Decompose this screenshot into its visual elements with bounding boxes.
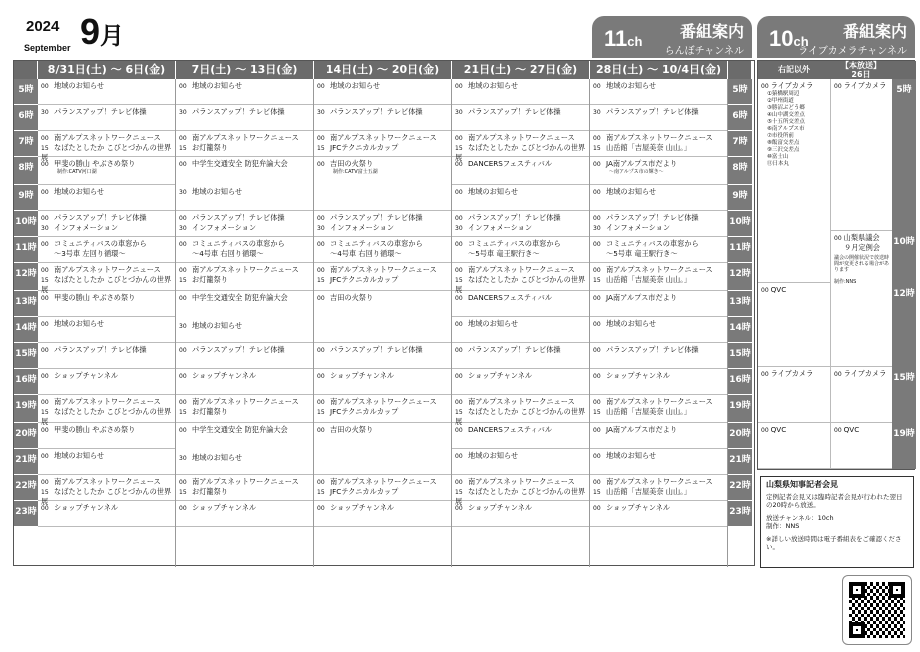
hour-label: 7時 bbox=[728, 131, 752, 157]
program-title: JA南アルプス市だより bbox=[606, 159, 678, 168]
program-cell: 00 地域のお知らせ bbox=[452, 185, 589, 211]
program-title: パランスアップ！テレビ体操 bbox=[468, 213, 561, 222]
program-title: 地域のお知らせ bbox=[606, 81, 657, 90]
program-cell: 00 DANCERSフェスティバル bbox=[452, 423, 589, 449]
program-title: 南アルプスネットワークニュース bbox=[606, 133, 713, 142]
livecam-item: ⑥南アルプス市 bbox=[767, 126, 805, 132]
week-header-3: 21日(土) 〜 27日(金) bbox=[452, 61, 590, 79]
program-title: パランスアップ！テレビ体操 bbox=[330, 345, 423, 354]
program-title: 吉田の火祭り bbox=[330, 293, 374, 302]
program-title: ショップチャンネル bbox=[330, 503, 395, 512]
program-title: 南アルプスネットワークニュース bbox=[606, 397, 713, 406]
program-subnote: 〜南アルプス市の輝き〜 bbox=[609, 169, 664, 175]
hour-label: 23時 bbox=[728, 501, 752, 527]
program-title: 山岳館「吉屋美奈 山山。」 bbox=[606, 487, 691, 496]
year: 2024 bbox=[26, 18, 60, 35]
governor-press-note bbox=[760, 476, 914, 568]
program-title: 地域のお知らせ bbox=[468, 187, 519, 196]
program-cell: 00 コミュニティバスの車窓から 〜5号車 竜王駅行き〜 bbox=[590, 237, 727, 263]
program-title: 地域のお知らせ bbox=[54, 319, 105, 328]
program-cell: 00 パランスアップ！テレビ体操 bbox=[176, 343, 313, 369]
program-title: 地域のお知らせ bbox=[192, 453, 243, 462]
program-title: 山岳館「吉屋美奈 山山。」 bbox=[606, 275, 691, 284]
program-title: JA南アルプス市だより bbox=[606, 425, 678, 434]
channel-10-number: 10ch bbox=[769, 26, 809, 51]
hour-label: 6時 bbox=[728, 105, 752, 131]
hour-label: 7時 bbox=[14, 131, 38, 157]
program-cell: 00 地域のお知らせ bbox=[176, 79, 313, 105]
program-cell: 00 コミュニティバスの車窓から 〜4号車 右回り循環〜 bbox=[176, 237, 313, 263]
program-title: 南アルプスネットワークニュース bbox=[606, 265, 713, 274]
program-title: 甲斐の勝山 やぶさめ祭り bbox=[54, 425, 136, 434]
program-cell: 00 コミュニティバスの車窓から 〜3号車 左回り循環〜 bbox=[38, 237, 175, 263]
livecam-item: ⑪日本丸 bbox=[767, 161, 790, 167]
program-cell: 00 地域のお知らせ bbox=[590, 317, 727, 343]
program-title: 地域のお知らせ bbox=[330, 81, 381, 90]
side-qvc-3: 00 QVC bbox=[830, 423, 892, 469]
program-cell: 00 南アルプスネットワークニュース 15 JFCテクニカルカップ bbox=[314, 475, 451, 501]
program-title: ショップチャンネル bbox=[192, 503, 257, 512]
program-title: 山岳館「吉屋美奈 山山。」 bbox=[606, 143, 691, 152]
side-livecam-b: 00 ライブカメラ bbox=[830, 79, 892, 231]
program-title: インフォメーション bbox=[54, 223, 119, 232]
channel-11-banner bbox=[592, 16, 752, 58]
week-column-1 bbox=[176, 79, 314, 567]
program-title: お灯籠祭り bbox=[192, 143, 228, 152]
hour-label: 11時 bbox=[14, 237, 38, 263]
side-qvc-2: 00 QVC bbox=[758, 423, 830, 469]
program-title: 〜5号車 竜王駅行き〜 bbox=[468, 249, 540, 258]
side-hour-5: 5時 bbox=[892, 79, 916, 231]
program-cell: 00 パランスアップ！テレビ体操 bbox=[38, 343, 175, 369]
program-title: JFCテクニカルカップ bbox=[330, 275, 399, 284]
side-gikai: 00 山梨県議会 ９月定例会 議会の開催状況で放送時間が変更される場合があります 制作:NNS bbox=[830, 231, 892, 367]
program-cell: 00 南アルプスネットワークニュース 15 なばたとしたか こびとづかんの世界展 bbox=[38, 131, 175, 157]
hour-label: 23時 bbox=[14, 501, 38, 527]
hour-label: 22時 bbox=[14, 475, 38, 501]
program-title: なばたとしたか こびとづかんの世界展 bbox=[41, 487, 172, 506]
program-title: 南アルプスネットワークニュース bbox=[330, 477, 437, 486]
program-title: なばたとしたか こびとづかんの世界展 bbox=[455, 407, 586, 426]
program-cell: 00 コミュニティバスの車窓から 〜4号車 右回り循環〜 bbox=[314, 237, 451, 263]
program-title: コミュニティバスの車窓から bbox=[330, 239, 423, 248]
note-footer: ※詳しい放送時間は電子番組表をご確認ください。 bbox=[766, 534, 902, 551]
month-title: 9月 bbox=[80, 11, 125, 52]
program-title: パランスアップ！テレビ体操 bbox=[192, 107, 285, 116]
program-cell: 00 南アルプスネットワークニュース 15 JFCテクニカルカップ bbox=[314, 263, 451, 291]
side-hour-10: 10時 bbox=[892, 231, 916, 283]
program-title: なばたとしたか こびとづかんの世界展 bbox=[41, 407, 172, 426]
qr-code-icon[interactable] bbox=[842, 575, 912, 645]
program-title: ショップチャンネル bbox=[192, 371, 257, 380]
program-title: 地域のお知らせ bbox=[192, 187, 243, 196]
program-title: DANCERSフェスティバル bbox=[468, 159, 553, 168]
program-title: ショップチャンネル bbox=[606, 503, 671, 512]
program-title: パランスアップ！テレビ体操 bbox=[330, 107, 423, 116]
program-cell: 00 甲斐の勝山 やぶさめ祭り bbox=[38, 291, 175, 317]
program-cell: 00 ショップチャンネル bbox=[314, 369, 451, 395]
program-cell: 00 南アルプスネットワークニュース 15 お灯籠祭り bbox=[176, 131, 313, 157]
program-title: 吉田の火祭り bbox=[330, 159, 374, 168]
program-cell: 00 ショップチャンネル bbox=[590, 501, 727, 527]
program-cell: 00 パランスアップ！テレビ体操 30 インフォメーション bbox=[590, 211, 727, 237]
program-title: なばたとしたか こびとづかんの世界展 bbox=[455, 487, 586, 506]
program-cell: 30 パランスアップ！テレビ体操 bbox=[452, 105, 589, 131]
program-title: パランスアップ！テレビ体操 bbox=[54, 107, 147, 116]
program-title: パランスアップ！テレビ体操 bbox=[54, 213, 147, 222]
hour-label: 22時 bbox=[728, 475, 752, 501]
week-column-2 bbox=[314, 79, 452, 567]
program-cell: 00 南アルプスネットワークニュース 15 なばたとしたか こびとづかんの世界展 bbox=[38, 475, 175, 501]
hour-label: 16時 bbox=[14, 369, 38, 395]
header bbox=[0, 0, 920, 62]
program-title: 南アルプスネットワークニュース bbox=[330, 397, 437, 406]
program-title: パランスアップ！テレビ体操 bbox=[54, 345, 147, 354]
side-header-others: 右記以外 bbox=[758, 61, 830, 79]
program-cell: 00 吉田の火祭り 制作:CATV富士五湖 bbox=[314, 157, 451, 211]
program-title: 南アルプスネットワークニュース bbox=[54, 477, 161, 486]
program-cell: 00 地域のお知らせ bbox=[590, 79, 727, 105]
program-cell: 00 南アルプスネットワークニュース 15 山岳館「吉屋美奈 山山。」 bbox=[590, 395, 727, 423]
program-title: パランスアップ！テレビ体操 bbox=[468, 345, 561, 354]
program-cell: 00 地域のお知らせ bbox=[590, 449, 727, 475]
program-title: ショップチャンネル bbox=[468, 371, 533, 380]
program-title: 南アルプスネットワークニュース bbox=[468, 477, 575, 486]
hour-label: 16時 bbox=[728, 369, 752, 395]
program-title: 南アルプスネットワークニュース bbox=[468, 265, 575, 274]
program-cell: 00 南アルプスネットワークニュース 15 お灯籠祭り bbox=[176, 263, 313, 291]
program-cell: 00 中学生交通安全 防犯弁論大会 30 地域のお知らせ bbox=[176, 291, 313, 343]
program-title: お灯籠祭り bbox=[192, 487, 228, 496]
program-title: DANCERSフェスティバル bbox=[468, 425, 553, 434]
channel-10-title: 番組案内 bbox=[842, 22, 907, 41]
hour-label: 13時 bbox=[728, 291, 752, 317]
program-title: 南アルプスネットワークニュース bbox=[468, 397, 575, 406]
side-livecam-c: 00 ライブカメラ bbox=[758, 367, 830, 423]
livecam-item: ⑦市役所前 bbox=[767, 133, 794, 139]
side-hour-19: 19時 bbox=[892, 423, 916, 469]
note-body: 定例記者会見又は臨時記者会見が行われた翌日の20時から放送。 bbox=[766, 492, 903, 509]
program-title: 中学生交通安全 防犯弁論大会 bbox=[192, 425, 288, 434]
program-title: 南アルプスネットワークニュース bbox=[192, 477, 299, 486]
program-title: 地域のお知らせ bbox=[606, 187, 657, 196]
program-title: 地域のお知らせ bbox=[468, 319, 519, 328]
program-title: 甲斐の勝山 やぶさめ祭り bbox=[54, 159, 136, 168]
program-cell: 00 パランスアップ！テレビ体操 bbox=[452, 343, 589, 369]
program-title: 南アルプスネットワークニュース bbox=[192, 265, 299, 274]
program-cell: 00 ショップチャンネル bbox=[590, 369, 727, 395]
program-title: 吉田の火祭り bbox=[330, 425, 374, 434]
program-title: ショップチャンネル bbox=[54, 503, 119, 512]
week-header-1: 7日(土) 〜 13日(金) bbox=[176, 61, 314, 79]
program-cell: 00 ショップチャンネル bbox=[452, 369, 589, 395]
program-cell: 00 中学生交通安全 防犯弁論大会 30 地域のお知らせ bbox=[176, 157, 313, 211]
program-title: 〜4号車 右回り循環〜 bbox=[192, 249, 264, 258]
hour-label: 19時 bbox=[728, 395, 752, 423]
program-title: 地域のお知らせ bbox=[468, 81, 519, 90]
program-title: 地域のお知らせ bbox=[606, 319, 657, 328]
program-title: 山岳館「吉屋美奈 山山。」 bbox=[606, 407, 691, 416]
program-title: なばたとしたか こびとづかんの世界展 bbox=[41, 275, 172, 294]
hour-label: 5時 bbox=[14, 79, 38, 105]
program-subnote: 制作:CATV河口湖 bbox=[57, 169, 97, 175]
hour-label: 19時 bbox=[14, 395, 38, 423]
program-cell: 00 DANCERSフェスティバル bbox=[452, 157, 589, 185]
program-cell: 00 地域のお知らせ bbox=[452, 449, 589, 475]
program-cell: 00 南アルプスネットワークニュース 15 お灯籠祭り bbox=[176, 475, 313, 501]
hour-label: 12時 bbox=[728, 263, 752, 291]
hour-label: 21時 bbox=[728, 449, 752, 475]
program-cell: 00 南アルプスネットワークニュース 15 JFCテクニカルカップ bbox=[314, 395, 451, 423]
month-english: September bbox=[24, 43, 71, 53]
program-title: DANCERSフェスティバル bbox=[468, 293, 553, 302]
channel-11-name: らんぼチャンネル bbox=[664, 46, 744, 57]
schedule-grid-10ch bbox=[757, 60, 915, 470]
hour-label: 20時 bbox=[728, 423, 752, 449]
livecam-item: ④山中湖交差点 bbox=[767, 112, 805, 118]
program-title: お灯籠祭り bbox=[192, 407, 228, 416]
program-cell: 00 南アルプスネットワークニュース 15 なばたとしたか こびとづかんの世界展 bbox=[38, 263, 175, 291]
livecam-item: ⑧飯富交差点 bbox=[767, 140, 800, 146]
hour-label: 8時 bbox=[14, 157, 38, 185]
program-title: JA南アルプス市だより bbox=[606, 293, 678, 302]
program-title: なばたとしたか こびとづかんの世界展 bbox=[455, 143, 586, 162]
program-title: インフォメーション bbox=[468, 223, 533, 232]
program-cell: 00 地域のお知らせ bbox=[452, 317, 589, 343]
program-cell: 00 南アルプスネットワークニュース 15 なばたとしたか こびとづかんの世界展 bbox=[452, 263, 589, 291]
program-cell: 00 吉田の火祭り bbox=[314, 423, 451, 475]
program-cell: 00 ショップチャンネル bbox=[176, 501, 313, 527]
channel-10-name: ライブカメラチャンネル bbox=[798, 46, 907, 57]
program-title: インフォメーション bbox=[192, 223, 257, 232]
program-title: 地域のお知らせ bbox=[606, 451, 657, 460]
program-title: JFCテクニカルカップ bbox=[330, 143, 399, 152]
program-cell: 00 JA南アルプス市だより 〜南アルプス市の輝き〜 bbox=[590, 157, 727, 185]
program-cell: 00 パランスアップ！テレビ体操 30 インフォメーション bbox=[176, 211, 313, 237]
program-cell: 00 地域のお知らせ bbox=[38, 185, 175, 211]
program-title: JFCテクニカルカップ bbox=[330, 407, 399, 416]
side-livecam-a: 00 ライブカメラ ①猿橋駅周辺 ②甲州街道 ③勝沼ぶどう郷 ④山中湖交差点 ⑤十五所交差点 ⑥南アルプス市 ⑦市役所前 ⑧飯富交差点 ⑨三沢交差点 ⑩富士山 ⑪日本丸 bbox=[758, 79, 830, 283]
hour-label: 20時 bbox=[14, 423, 38, 449]
week-header-2: 14日(土) 〜 20日(金) bbox=[314, 61, 452, 79]
program-cell: 00 パランスアップ！テレビ体操 30 インフォメーション bbox=[38, 211, 175, 237]
program-title: 南アルプスネットワークニュース bbox=[330, 133, 437, 142]
program-title: 南アルプスネットワークニュース bbox=[468, 133, 575, 142]
program-cell: 00 南アルプスネットワークニュース 15 なばたとしたか こびとづかんの世界展 bbox=[452, 475, 589, 501]
week-column-0 bbox=[38, 79, 176, 567]
note-channel: 放送チャンネル：10ch bbox=[766, 513, 834, 522]
program-title: なばたとしたか こびとづかんの世界展 bbox=[455, 275, 586, 294]
channel-11-title: 番組案内 bbox=[679, 22, 744, 41]
program-title: 南アルプスネットワークニュース bbox=[192, 397, 299, 406]
program-title: JFCテクニカルカップ bbox=[330, 487, 399, 496]
program-title: 南アルプスネットワークニュース bbox=[330, 265, 437, 274]
program-cell: 00 ショップチャンネル bbox=[314, 501, 451, 527]
program-title: ショップチャンネル bbox=[54, 371, 119, 380]
side-hour-12: 12時 bbox=[892, 283, 916, 367]
program-cell: 00 パランスアップ！テレビ体操 30 インフォメーション bbox=[452, 211, 589, 237]
program-cell: 00 甲斐の勝山 やぶさめ祭り 制作:CATV河口湖 bbox=[38, 157, 175, 185]
program-title: パランスアップ！テレビ体操 bbox=[606, 213, 699, 222]
program-cell: 00 南アルプスネットワークニュース 15 山岳館「吉屋美奈 山山。」 bbox=[590, 475, 727, 501]
program-cell: 00 地域のお知らせ bbox=[38, 449, 175, 475]
hour-label: 6時 bbox=[14, 105, 38, 131]
program-cell: 00 南アルプスネットワークニュース 15 なばたとしたか こびとづかんの世界展 bbox=[38, 395, 175, 423]
week-header-0: 8/31日(土) 〜 6日(金) bbox=[38, 61, 176, 79]
program-cell: 00 ショップチャンネル bbox=[38, 501, 175, 527]
hour-label: 11時 bbox=[728, 237, 752, 263]
program-cell: 00 南アルプスネットワークニュース 15 JFCテクニカルカップ bbox=[314, 131, 451, 157]
program-title: ショップチャンネル bbox=[606, 371, 671, 380]
hour-label: 15時 bbox=[728, 343, 752, 369]
program-title: 〜3号車 左回り循環〜 bbox=[54, 249, 126, 258]
week-column-3 bbox=[452, 79, 590, 567]
program-cell: 00 地域のお知らせ bbox=[590, 185, 727, 211]
program-title: 〜5号車 竜王駅行き〜 bbox=[606, 249, 678, 258]
program-cell: 00 甲斐の勝山 やぶさめ祭り bbox=[38, 423, 175, 449]
program-cell: 00 ショップチャンネル bbox=[176, 369, 313, 395]
program-cell: 00 地域のお知らせ bbox=[314, 79, 451, 105]
program-cell: 30 パランスアップ！テレビ体操 bbox=[590, 105, 727, 131]
week-header-4: 28日(土) 〜 10/4日(金) bbox=[590, 61, 728, 79]
program-title: コミュニティバスの車窓から bbox=[54, 239, 147, 248]
program-title: 地域のお知らせ bbox=[54, 451, 105, 460]
program-cell: 00 DANCERSフェスティバル bbox=[452, 291, 589, 317]
program-title: パランスアップ！テレビ体操 bbox=[330, 213, 423, 222]
channel-10-banner bbox=[757, 16, 915, 58]
hour-label: 9時 bbox=[728, 185, 752, 211]
program-cell: 00 南アルプスネットワークニュース 15 山岳館「吉屋美奈 山山。」 bbox=[590, 263, 727, 291]
livecam-item: ⑨三沢交差点 bbox=[767, 147, 800, 153]
program-cell: 00 南アルプスネットワークニュース 15 なばたとしたか こびとづかんの世界展 bbox=[452, 131, 589, 157]
hour-label: 14時 bbox=[14, 317, 38, 343]
note-title: 山梨県知事記者会見 bbox=[766, 480, 838, 489]
program-cell: 00 吉田の火祭り bbox=[314, 291, 451, 343]
program-cell: 00 南アルプスネットワークニュース 15 なばたとしたか こびとづかんの世界展 bbox=[452, 395, 589, 423]
program-title: パランスアップ！テレビ体操 bbox=[606, 107, 699, 116]
side-qvc-1: 00 QVC bbox=[758, 283, 830, 367]
program-cell: 00 パランスアップ！テレビ体操 bbox=[314, 343, 451, 369]
channel-11-number: 11ch bbox=[604, 26, 643, 51]
program-title: 南アルプスネットワークニュース bbox=[54, 397, 161, 406]
program-title: パランスアップ！テレビ体操 bbox=[468, 107, 561, 116]
program-title: 地域のお知らせ bbox=[54, 81, 105, 90]
schedule-grid-11ch bbox=[13, 60, 755, 566]
program-cell: 00 地域のお知らせ bbox=[452, 79, 589, 105]
hour-label: 10時 bbox=[14, 211, 38, 237]
program-title: インフォメーション bbox=[330, 223, 395, 232]
program-title: パランスアップ！テレビ体操 bbox=[192, 345, 285, 354]
program-cell: 30 パランスアップ！テレビ体操 bbox=[314, 105, 451, 131]
program-title: コミュニティバスの車窓から bbox=[468, 239, 561, 248]
hour-label: 13時 bbox=[14, 291, 38, 317]
livecam-item: ①猿橋駅周辺 bbox=[767, 91, 800, 97]
program-title: 地域のお知らせ bbox=[54, 187, 105, 196]
program-cell: 00 ショップチャンネル bbox=[452, 501, 589, 527]
note-credit: 制作：NNS bbox=[766, 522, 800, 530]
program-title: 地域のお知らせ bbox=[192, 321, 243, 330]
program-cell: 00 南アルプスネットワークニュース 15 お灯籠祭り bbox=[176, 395, 313, 423]
program-subnote: 制作:CATV富士五湖 bbox=[333, 169, 378, 175]
hour-label: 15時 bbox=[14, 343, 38, 369]
program-cell: 00 地域のお知らせ bbox=[38, 79, 175, 105]
side-livecam-d: 00 ライブカメラ bbox=[830, 367, 892, 423]
program-title: 中学生交通安全 防犯弁論大会 bbox=[192, 293, 288, 302]
program-cell: 00 ショップチャンネル bbox=[38, 369, 175, 395]
hour-label: 10時 bbox=[728, 211, 752, 237]
program-cell: 00 中学生交通安全 防犯弁論大会 30 地域のお知らせ bbox=[176, 423, 313, 475]
livecam-item: ⑤十五所交差点 bbox=[767, 119, 805, 125]
livecam-item: ⑩富士山 bbox=[767, 154, 789, 160]
program-title: 南アルプスネットワークニュース bbox=[54, 265, 161, 274]
side-header-26: 【本放送】 26日 bbox=[830, 61, 892, 79]
program-cell: 00 コミュニティバスの車窓から 〜5号車 竜王駅行き〜 bbox=[452, 237, 589, 263]
program-cell: 30 パランスアップ！テレビ体操 bbox=[176, 105, 313, 131]
program-cell: 00 JA南アルプス市だより bbox=[590, 291, 727, 317]
hour-label: 8時 bbox=[728, 157, 752, 185]
program-title: インフォメーション bbox=[606, 223, 671, 232]
program-cell: 00 南アルプスネットワークニュース 15 山岳館「吉屋美奈 山山。」 bbox=[590, 131, 727, 157]
program-title: 南アルプスネットワークニュース bbox=[54, 133, 161, 142]
hour-label: 12時 bbox=[14, 263, 38, 291]
program-cell: 30 パランスアップ！テレビ体操 bbox=[38, 105, 175, 131]
program-title: パランスアップ！テレビ体操 bbox=[192, 213, 285, 222]
program-title: コミュニティバスの車窓から bbox=[192, 239, 285, 248]
program-cell: 00 パランスアップ！テレビ体操 bbox=[590, 343, 727, 369]
program-cell: 00 パランスアップ！テレビ体操 30 インフォメーション bbox=[314, 211, 451, 237]
side-hour-15: 15時 bbox=[892, 367, 916, 423]
program-title: 中学生交通安全 防犯弁論大会 bbox=[192, 159, 288, 168]
hour-label: 21時 bbox=[14, 449, 38, 475]
program-title: お灯籠祭り bbox=[192, 275, 228, 284]
program-title: 南アルプスネットワークニュース bbox=[192, 133, 299, 142]
program-cell: 00 JA南アルプス市だより bbox=[590, 423, 727, 449]
program-title: 地域のお知らせ bbox=[468, 451, 519, 460]
program-title: 地域のお知らせ bbox=[192, 81, 243, 90]
program-title: ショップチャンネル bbox=[330, 371, 395, 380]
program-title: パランスアップ！テレビ体操 bbox=[606, 345, 699, 354]
hour-label: 5時 bbox=[728, 79, 752, 105]
program-title: 甲斐の勝山 やぶさめ祭り bbox=[54, 293, 136, 302]
livecam-list bbox=[761, 91, 827, 168]
program-title: ショップチャンネル bbox=[468, 503, 533, 512]
week-column-4 bbox=[590, 79, 728, 567]
program-title: 南アルプスネットワークニュース bbox=[606, 477, 713, 486]
program-title: なばたとしたか こびとづかんの世界展 bbox=[41, 143, 172, 162]
program-title: 〜4号車 右回り循環〜 bbox=[330, 249, 402, 258]
livecam-item: ②甲州街道 bbox=[767, 98, 794, 104]
program-title: コミュニティバスの車窓から bbox=[606, 239, 699, 248]
livecam-item: ③勝沼ぶどう郷 bbox=[767, 105, 805, 111]
hour-label: 9時 bbox=[14, 185, 38, 211]
program-cell: 00 地域のお知らせ bbox=[38, 317, 175, 343]
hour-label: 14時 bbox=[728, 317, 752, 343]
